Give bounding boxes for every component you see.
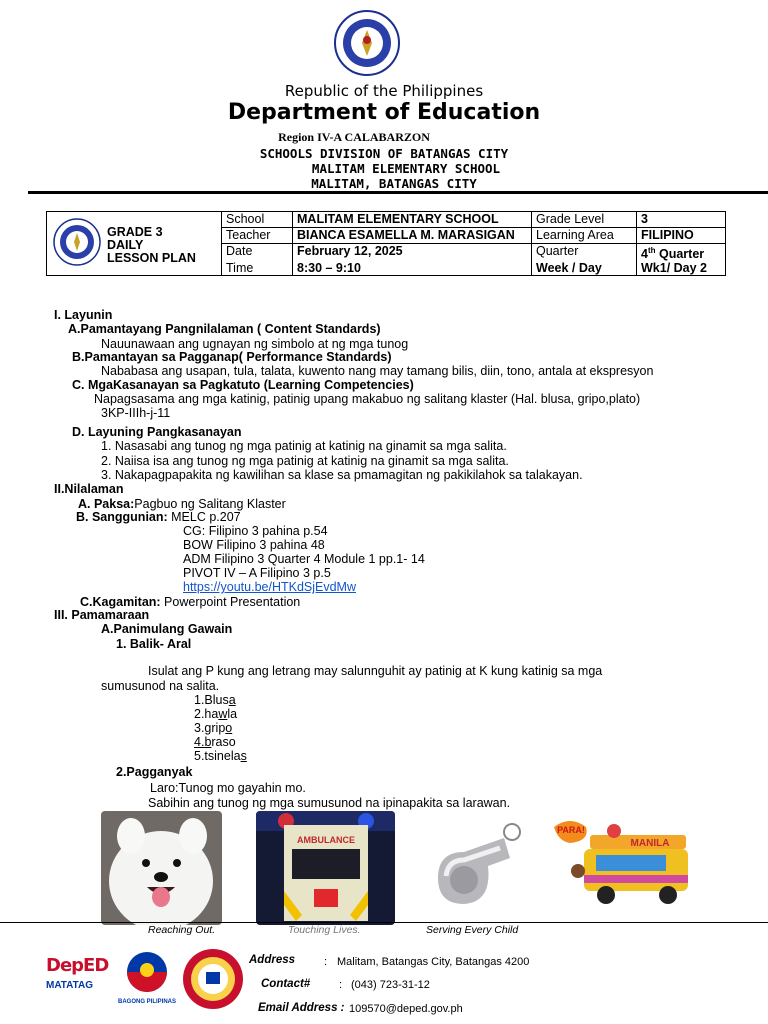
performance-standards-heading: B.Pamantayan sa Pagganap( Performance Standards) [72,350,392,364]
learning-competencies-text: Napagsasama ang mga katinig, patinig upang makabuo ng salitang klaster (Hal. blusa, gripo,plato) [94,392,641,406]
address-colon: : [324,956,328,968]
email-label: Email Address : [258,1002,345,1014]
youtube-link[interactable]: https://youtu.be/HTKdSjEvdMw [183,580,356,594]
contact-colon: : [339,979,343,991]
learning-competencies-heading: C. MgaKasanayan sa Pagkatuto (Learning Competencies) [72,378,414,392]
panimulang-gawain-heading: A.Panimulang Gawain [101,622,233,636]
ambulance-text: AMBULANCE [297,835,355,845]
sanggunian-line: B. Sanggunian: MELC p.207 [76,510,241,524]
word-2: 2.hawla [194,707,238,721]
whistle-image [430,818,525,913]
time-key: Time [222,261,293,276]
quarter-value: 4th Quarter [637,244,726,262]
contact-label: Contact# [261,978,311,990]
word-4: 4.braso [194,735,236,749]
header-school: MALITAM ELEMENTARY SCHOOL [311,161,501,176]
school-value: MALITAM ELEMENTARY SCHOOL [293,212,532,228]
teacher-key: Teacher [222,228,293,244]
grade-level-value: 3 [637,212,726,228]
footer-divider [0,922,768,923]
laro-text: Laro:Tunog mo gayahin mo. [150,781,306,795]
date-value: February 12, 2025 [293,244,532,262]
deped-matatag-logo: DepED MATATAG [46,955,109,991]
bagong-pilipinas-logo: BAGONG PILIPINAS [116,950,178,1006]
header-department: Department of Education [227,100,541,125]
section-layunin: I. Layunin [54,308,113,322]
layuning-pangkasanayan-heading: D. Layuning Pangkasanayan [72,425,242,439]
daily-label: DAILY [107,238,144,252]
time-value: 8:30 – 9:10 [293,261,532,276]
paksa-line: A. Paksa:Pagbuo ng Salitang Klaster [78,497,286,511]
grade-level-key: Grade Level [532,212,637,228]
sabihin-text: Sabihin ang tunog ng mga sumusunod na ipinapakita sa larawan. [148,796,511,810]
date-key: Date [222,244,293,262]
deped-seal-small-logo [53,218,101,266]
kagamitan-line: C.Kagamitan: Powerpoint Presentation [80,595,301,609]
reference-cg: CG: Filipino 3 pahina p.54 [183,524,328,538]
header-divider [28,191,768,194]
pagganyak-heading: 2.Pagganyak [116,765,193,779]
week-day-key: Week / Day [532,261,637,276]
contact-value: (043) 723-31-12 [351,979,430,991]
grade-label: GRADE 3 [107,225,163,239]
section-nilalaman: II.Nilalaman [54,482,124,496]
section-pamamaraan: III. Pamamaraan [54,608,150,622]
objective-1: 1. Nasasabi ang tunog ng mga patinig at katinig na ginamit sa mga salita. [101,439,507,453]
learning-area-value: FILIPINO [637,228,726,244]
week-day-value: Wk1/ Day 2 [637,261,726,276]
header-location: MALITAM, BATANGAS CITY [311,176,477,191]
deped-seal-logo [334,10,400,76]
competency-code: 3KP-IIIh-j-11 [101,406,171,420]
lesson-info-table [46,211,726,276]
reference-pivot: PIVOT IV – A Filipino 3 p.5 [183,566,331,580]
balik-aral-instruction: Isulat ang P kung ang letrang may salunnguhit ay patinig at K kung katinig sa mga [148,664,603,678]
word-5: 5.tsinelas [194,749,247,763]
dog-image [101,811,222,925]
header-region: Region IV-A CALABARZON [278,130,430,144]
ambulance-image [256,811,395,925]
performance-standards-text: Nababasa ang usapan, tula, talata, kuwento nang may tamang bilis, diin, tono, antala at ekspresyon [101,364,654,378]
learning-area-key: Learning Area [532,228,637,244]
tagline-serving: Serving Every Child [426,924,519,936]
word-1: 1.Blusa [194,693,236,707]
lesson-plan-label: LESSON PLAN [107,251,196,265]
balik-aral-heading: 1. Balik- Aral [116,637,192,651]
tagline-touching-lives: Touching Lives. [288,924,361,936]
reference-adm: ADM Filipino 3 Quarter 4 Module 1 pp.1- 14 [183,552,425,566]
objective-2: 2. Naiisa isa ang tunog ng mga patinig at katinig na ginamit sa mga salita. [101,454,509,468]
jeepney-name: MANILA [630,838,670,849]
word-3: 3.gripo [194,721,233,735]
tagline-reaching-out: Reaching Out. [148,924,216,936]
grade-logo-cell [47,212,222,276]
quarter-key: Quarter [532,244,637,262]
address-value: Malitam, Batangas City, Batangas 4200 [337,956,530,968]
bagong-pilipinas-emblem-icon [116,950,178,994]
header-division: SCHOOLS DIVISION OF BATANGAS CITY [259,146,509,161]
teacher-value: BIANCA ESAMELLA M. MARASIGAN [293,228,532,244]
reference-bow: BOW Filipino 3 pahina 48 [183,538,325,552]
jeepney-image [554,815,694,915]
jeepney-sign: PARA! [557,825,585,835]
objective-3: 3. Nakapagpapakita ng kawilihan sa klase sa pmamagitan ng pakikilahok sa talakayan. [101,468,583,482]
email-value: 109570@deped.gov.ph [349,1003,463,1015]
content-standards-heading: A.Pamantayang Pangnilalaman ( Content Standards) [68,322,381,336]
header-republic: Republic of the Philippines [284,82,484,100]
content-standards-text: Nauunawaan ang ugnayan ng simbolo at ng mga tunog [101,337,409,351]
school-key: School [222,212,293,228]
balik-aral-instruction-2: sumusunod na salita. [101,679,220,693]
address-label: Address [249,954,296,966]
malitam-school-seal-logo [182,948,244,1010]
